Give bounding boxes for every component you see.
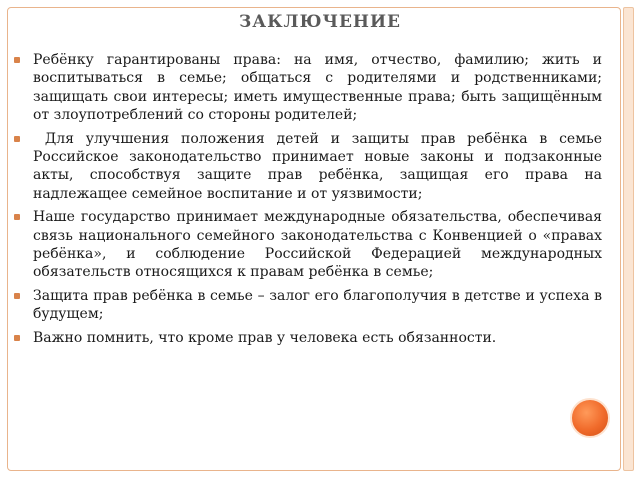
list-item-text: Для улучшения положения детей и защиты прав ребёнка в семье Российское законодательство принимает новые законы и подзаконные акты, способствуя защите прав ребёнка, защищая его права на надлежащее семейное воспитание и от уязвимости;	[33, 130, 607, 202]
bullet-list	[14, 51, 607, 352]
list-item-text: Защита прав ребёнка в семье – залог его благополучия в детстве и успеха в будущем;	[33, 287, 602, 323]
list-item-text: Важно помнить, что кроме прав у человека есть обязанности.	[33, 329, 497, 346]
list-item	[14, 287, 602, 324]
decorative-side-strip	[623, 7, 634, 471]
list-item	[14, 329, 602, 347]
list-item	[14, 51, 602, 125]
list-item	[14, 208, 602, 282]
slide-title: ЗАКЛЮЧЕНИЕ	[238, 12, 402, 32]
square-bullet-icon	[14, 293, 20, 299]
square-bullet-icon	[14, 57, 20, 63]
square-bullet-icon	[14, 136, 20, 142]
list-item-text: Ребёнку гарантированы права: на имя, отчество, фамилию; жить и воспитываться в семье; общаться с родителями и родственниками; защищать свои интересы; иметь имущественные права; быть защищённым от злоупотреблений со стороны родителей;	[33, 52, 602, 124]
list-item	[14, 130, 607, 204]
list-item-text: Наше государство принимает международные обязательства, обеспечивая связь национального семейного законодательства с Конвенцией о «правах ребёнка», и соблюдение Российской Федерацией международных обязательств относящихся к правам ребёнка в семье;	[33, 209, 602, 281]
square-bullet-icon	[14, 214, 20, 220]
square-bullet-icon	[14, 335, 20, 341]
decorative-orange-circle-icon	[570, 398, 610, 438]
